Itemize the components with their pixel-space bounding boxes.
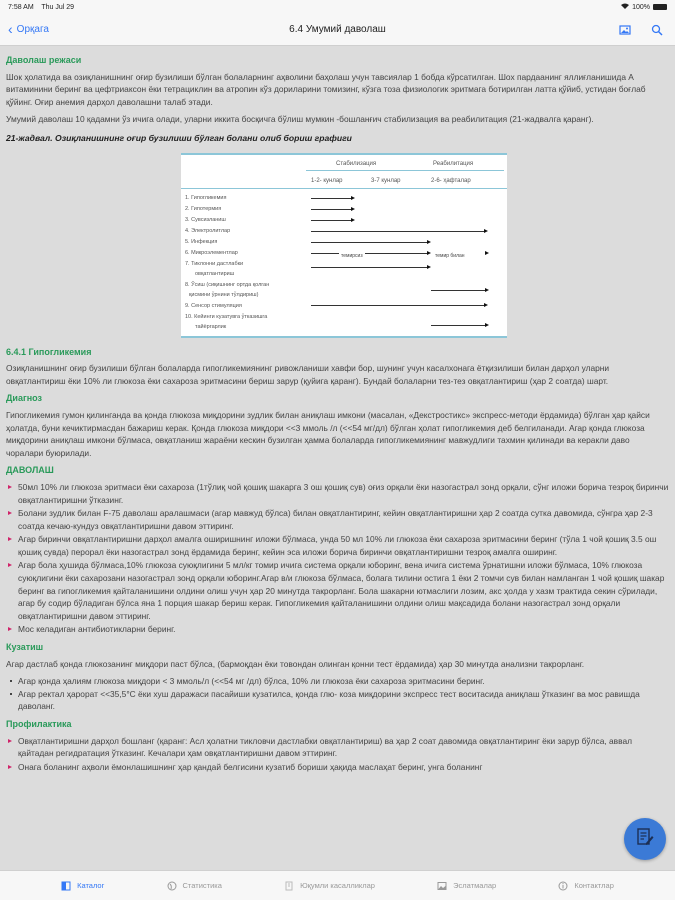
- bar-initial-feeding: [311, 267, 429, 269]
- list-item: 50мл 10% ли глюкоза эритмаси ёки сахароза (1тўлиқ чой қошиқ шакарга 3 ош қошиқ сув) оғиз орқали ёки назогастрал зонд орқали, сўнг иложи борича тезроқ биринчи овқатлантиришни ўтказинг.: [6, 481, 669, 506]
- section-heading-hypoglycemia: 6.4.1 Гипогликемия: [6, 346, 92, 357]
- list-item: Онага боланинг аҳволи ёмонлашишнинг ҳар қандай белгисини кузатиб бориши ҳақида маслаҳат беринг, унга боланинг: [6, 761, 669, 774]
- table-row-label: 1. Гипогликемия: [185, 194, 227, 201]
- bar-catch-up-growth: [431, 290, 487, 292]
- col-days-3-7: 3-7 кунлар: [371, 177, 401, 184]
- image-icon: [437, 881, 447, 891]
- tab-label: Эслатмалар: [453, 881, 497, 890]
- wifi-icon: [621, 3, 629, 11]
- status-right: [621, 3, 667, 11]
- list-item: Агар бола ҳушида бўлмаса,10% глюкоза суюқлигини 5 мл/кг томир ичига система орқали юборинг, вена ичига система ўрнатишни иложи бўлмаса, 10% глюкоза суюқлигини ёки сахарозани назогастрал зонд орқали юборинг.Агар в/и глюкоза бўлмаса, болага тилини остига 1 ёки 2 томчи сув билан намланган 1 чой қошиқ шакар беринг ва гипогликемия қайталанишини олдини олиш учун ҳар 20 минутда такрорланг. Бола шакарни ютмаслиги лозим, акс ҳолда у хазм трактида секин сўрилади, агар бу содир бўладиган бўлса яна 1 порция шакар бериш керак. Гипогликемия қайталанишини олдини олиш мақсадида болани назогастрал зонд орқали овқатлантиришни давом эттиринг.: [6, 559, 669, 622]
- col-days-1-2: 1-2- кунлар: [311, 177, 343, 184]
- list-item: Мос келадиган антибиотикларни беринг.: [6, 623, 669, 636]
- paragraph: Шок ҳолатида ва озиқланишнинг оғир бузилиши бўлган болаларнинг аҳволини баҳолаш учун тавсиялар 1 бобда кўрсатилган. Шох пардаанинг яллиғланишида А витаминини беринг ва цефтриаксон ёки тетрациклин ва атропин кўз дориларини томизинг, кўзга тоза физиологик эритмага ботирилган латта қўйиб, устидан боғлаб қўйинг. Оғир анемия дарҳол даволашни талаб этади.: [6, 71, 646, 107]
- table-row-label: 4. Электролитлар: [185, 227, 231, 234]
- table-caption: 21-жадвал. Озиқланишнинг оғир бузилиши бўлган болани олиб бориш графиги: [6, 132, 352, 143]
- book-icon: [61, 881, 71, 891]
- table-row-label: қисмини ўрнини тўлдириш): [189, 291, 259, 298]
- treatment-schedule-table: [181, 153, 507, 338]
- tab-label: Юқумли касалликлар: [300, 881, 375, 890]
- table-row-label: 2. Гипотермия: [185, 205, 222, 212]
- monitoring-list: [6, 675, 669, 713]
- section-heading-treatment: ДАВОЛАШ: [6, 465, 54, 476]
- list-item: Агар қонда ҳалиям глюкоза миқдори < 3 ммоль/л (<<54 мг /дл) бўлса, 10% ли глюкоза ёки сахароза эритмасини беринг.: [6, 675, 669, 688]
- tab-label: Каталог: [77, 881, 105, 890]
- tab-catalog[interactable]: [61, 881, 104, 891]
- bar-hypothermia: [311, 209, 353, 211]
- table-row-label: 3. Сувсизланиш: [185, 216, 226, 223]
- image-icon[interactable]: [619, 23, 631, 35]
- paragraph: Агар дастлаб қонда глюкозанинг миқдори паст бўлса, (бармоқдан ёки товондан олинган қонни тест ёрдамида) ҳар 30 минутда анализни такрорланг.: [6, 658, 585, 669]
- bar-sensory-stimulation: [311, 305, 486, 307]
- prevention-list: [6, 735, 669, 774]
- section-heading-monitoring: Кузатиш: [6, 642, 44, 653]
- bar-dehydration: [311, 220, 353, 222]
- bar-follow-up-prep: [431, 325, 487, 327]
- table-row-label: 6. Микроэлементлар: [185, 249, 238, 256]
- table-row-label: тайёргарлик: [195, 323, 227, 330]
- section-heading-diagnosis: Диагноз: [6, 393, 42, 404]
- info-icon: [558, 881, 568, 891]
- bar-micronutrients-no-iron: [311, 252, 429, 259]
- nav-actions: [619, 23, 663, 35]
- label-with-iron: темир билан: [433, 250, 467, 263]
- bar-micronutrients-with-iron: [431, 252, 487, 259]
- paragraph: Умумий даволаш 10 қадамни ўз ичига олади, уларни иккита босқичга бўлиш мумкин -бошланғич стабилизация ва реабилитация (21-жадвалга қаранг).: [6, 114, 594, 125]
- battery-icon: [653, 4, 667, 10]
- search-icon[interactable]: [651, 23, 663, 35]
- page-title: 6.4 Умумий даволаш: [289, 24, 386, 35]
- divider: [181, 188, 507, 189]
- paragraph: Гипогликемия гумон қилинганда ва қонда глюкоза миқдорини зудлик билан аниқлаш имкони (масалан, «Декстростикс» экспресс-методи ёрдамида) бўлган ҳар қайси ҳолатда, буни кечиктирмасдан бажариш керак. Қонда глюкоза миқдори <<3 ммоль /л (<<54 мг/дл) бўлган ҳолат гипогликемия деб белгиланади. Агар қонда глюкоза миқдорини аниқлаш имкони бўлмаса, овқатланиш жараёни кескин бузилган ҳамма болаларда гипогликемиянинг мавжудлиги тахмин қилинади ва керакли даво чоралари буюрилади.: [6, 409, 650, 458]
- navigation-bar: [0, 14, 675, 46]
- bar-hypoglycemia: [311, 198, 353, 200]
- table-row-label: 9. Сенсор стимуляция: [185, 302, 242, 309]
- tab-infectious-diseases[interactable]: [284, 881, 375, 891]
- back-button[interactable]: [8, 22, 49, 36]
- treatment-list: [6, 481, 669, 636]
- tab-label: Статистика: [182, 881, 222, 890]
- globe-icon: [167, 881, 177, 891]
- tab-bar: [0, 870, 675, 900]
- table-row-label: 7. Тиклонни дастлабки: [185, 260, 244, 267]
- article-content[interactable]: [0, 47, 675, 870]
- label-no-iron: темирсиз: [339, 250, 365, 263]
- list-item: Агар биринчи овқатлантиришни дарҳол амалга оширишнинг иложи бўлмаса, унда 50 мл 10% ли глюкоза ёки сахароза эритмасини беринг (тўла 1 чой қошиқ 3.5 ош қошиқ сувда) перорал ёки назогастрал зонд ёрдамида беринг, кейин эса иложи борича биринчи овқатлантиришни тезроқ амалга оширинг.: [6, 533, 669, 558]
- bar-electrolytes: [311, 231, 486, 233]
- list-item: Овқатлантиришни дарҳол бошланг (қаранг: Асл ҳолатни тикловчи дастлабки овқатлантириш) ва ҳар 2 соат давомида овқатлантиринг ёки зарур бўлса, аввал қайтадан регидратация ўтказинг. Кечалари ҳам овқатлантиришни давом эттиринг.: [6, 735, 669, 760]
- building-icon: [284, 881, 294, 891]
- chevron-left-icon: ‹: [8, 21, 13, 37]
- tab-notes[interactable]: [437, 881, 496, 891]
- status-left: [8, 4, 74, 11]
- divider: [306, 170, 504, 171]
- header-stabilization: Стабилизация: [336, 160, 377, 167]
- header-rehabilitation: Реабилитация: [433, 160, 474, 167]
- status-bar: [0, 0, 675, 14]
- list-item: Болани зудлик билан F-75 даволаш аралашмаси (агар мавжуд бўлса) билан овқатлантиринг, кейин овқатлантиришни ҳар 2 соатда сутка давомида, сўнгра ҳар 2-3 соатда кечаю-кундуз овқатлантиришни давом эттиринг.: [6, 507, 669, 532]
- section-heading-treatment-plan: Даволаш режаси: [6, 55, 82, 65]
- status-date: Thu Jul 29: [41, 3, 75, 11]
- bar-infection: [311, 242, 429, 244]
- status-time: 7:58 AM: [8, 3, 34, 11]
- tab-contacts[interactable]: [558, 881, 614, 891]
- col-weeks-2-6: 2-6- ҳафталар: [431, 177, 471, 184]
- table-row-label: 10. Кейинги кузатувга ўтказишга: [185, 313, 268, 320]
- table-row-label: овқатлантириш: [195, 270, 235, 277]
- table-row-label: 8. Ўсиш (сиқишнинг ортда қолган: [185, 281, 270, 288]
- list-item: Агар ректал ҳарорат <<35,5°С ёки хуш даражаси пасайиши кузатилса, қонда глю- коза миқдорини экспресс тест воситасида аниқлаш ўтказинг ва мос равишда даволанг.: [6, 688, 669, 713]
- battery-percent: 100%: [632, 3, 650, 11]
- tab-label: Контактлар: [574, 881, 614, 890]
- paragraph: Озиқланишнинг оғир бузилиши бўлган болаларда гипогликемиянинг ривожланиши хавфи бор, шунинг учун касалхонага ётқизилиши билан дарҳол уларни овқатлантириш ёки 10% ли глюкоза ёки сахароза эритмасини бериш зарур (қуйига қаранг). Бундай болаларни тез-тез овқатлантириш (ҳар 2 соатда) шарт.: [6, 363, 610, 386]
- section-heading-prevention: Профилактика: [6, 719, 72, 729]
- table-row-label: 5. Инфекция: [185, 238, 218, 245]
- notes-edit-icon: [635, 827, 655, 852]
- tab-statistics[interactable]: [167, 881, 222, 891]
- back-label: Орқага: [16, 23, 49, 35]
- notes-fab-button[interactable]: [624, 818, 666, 860]
